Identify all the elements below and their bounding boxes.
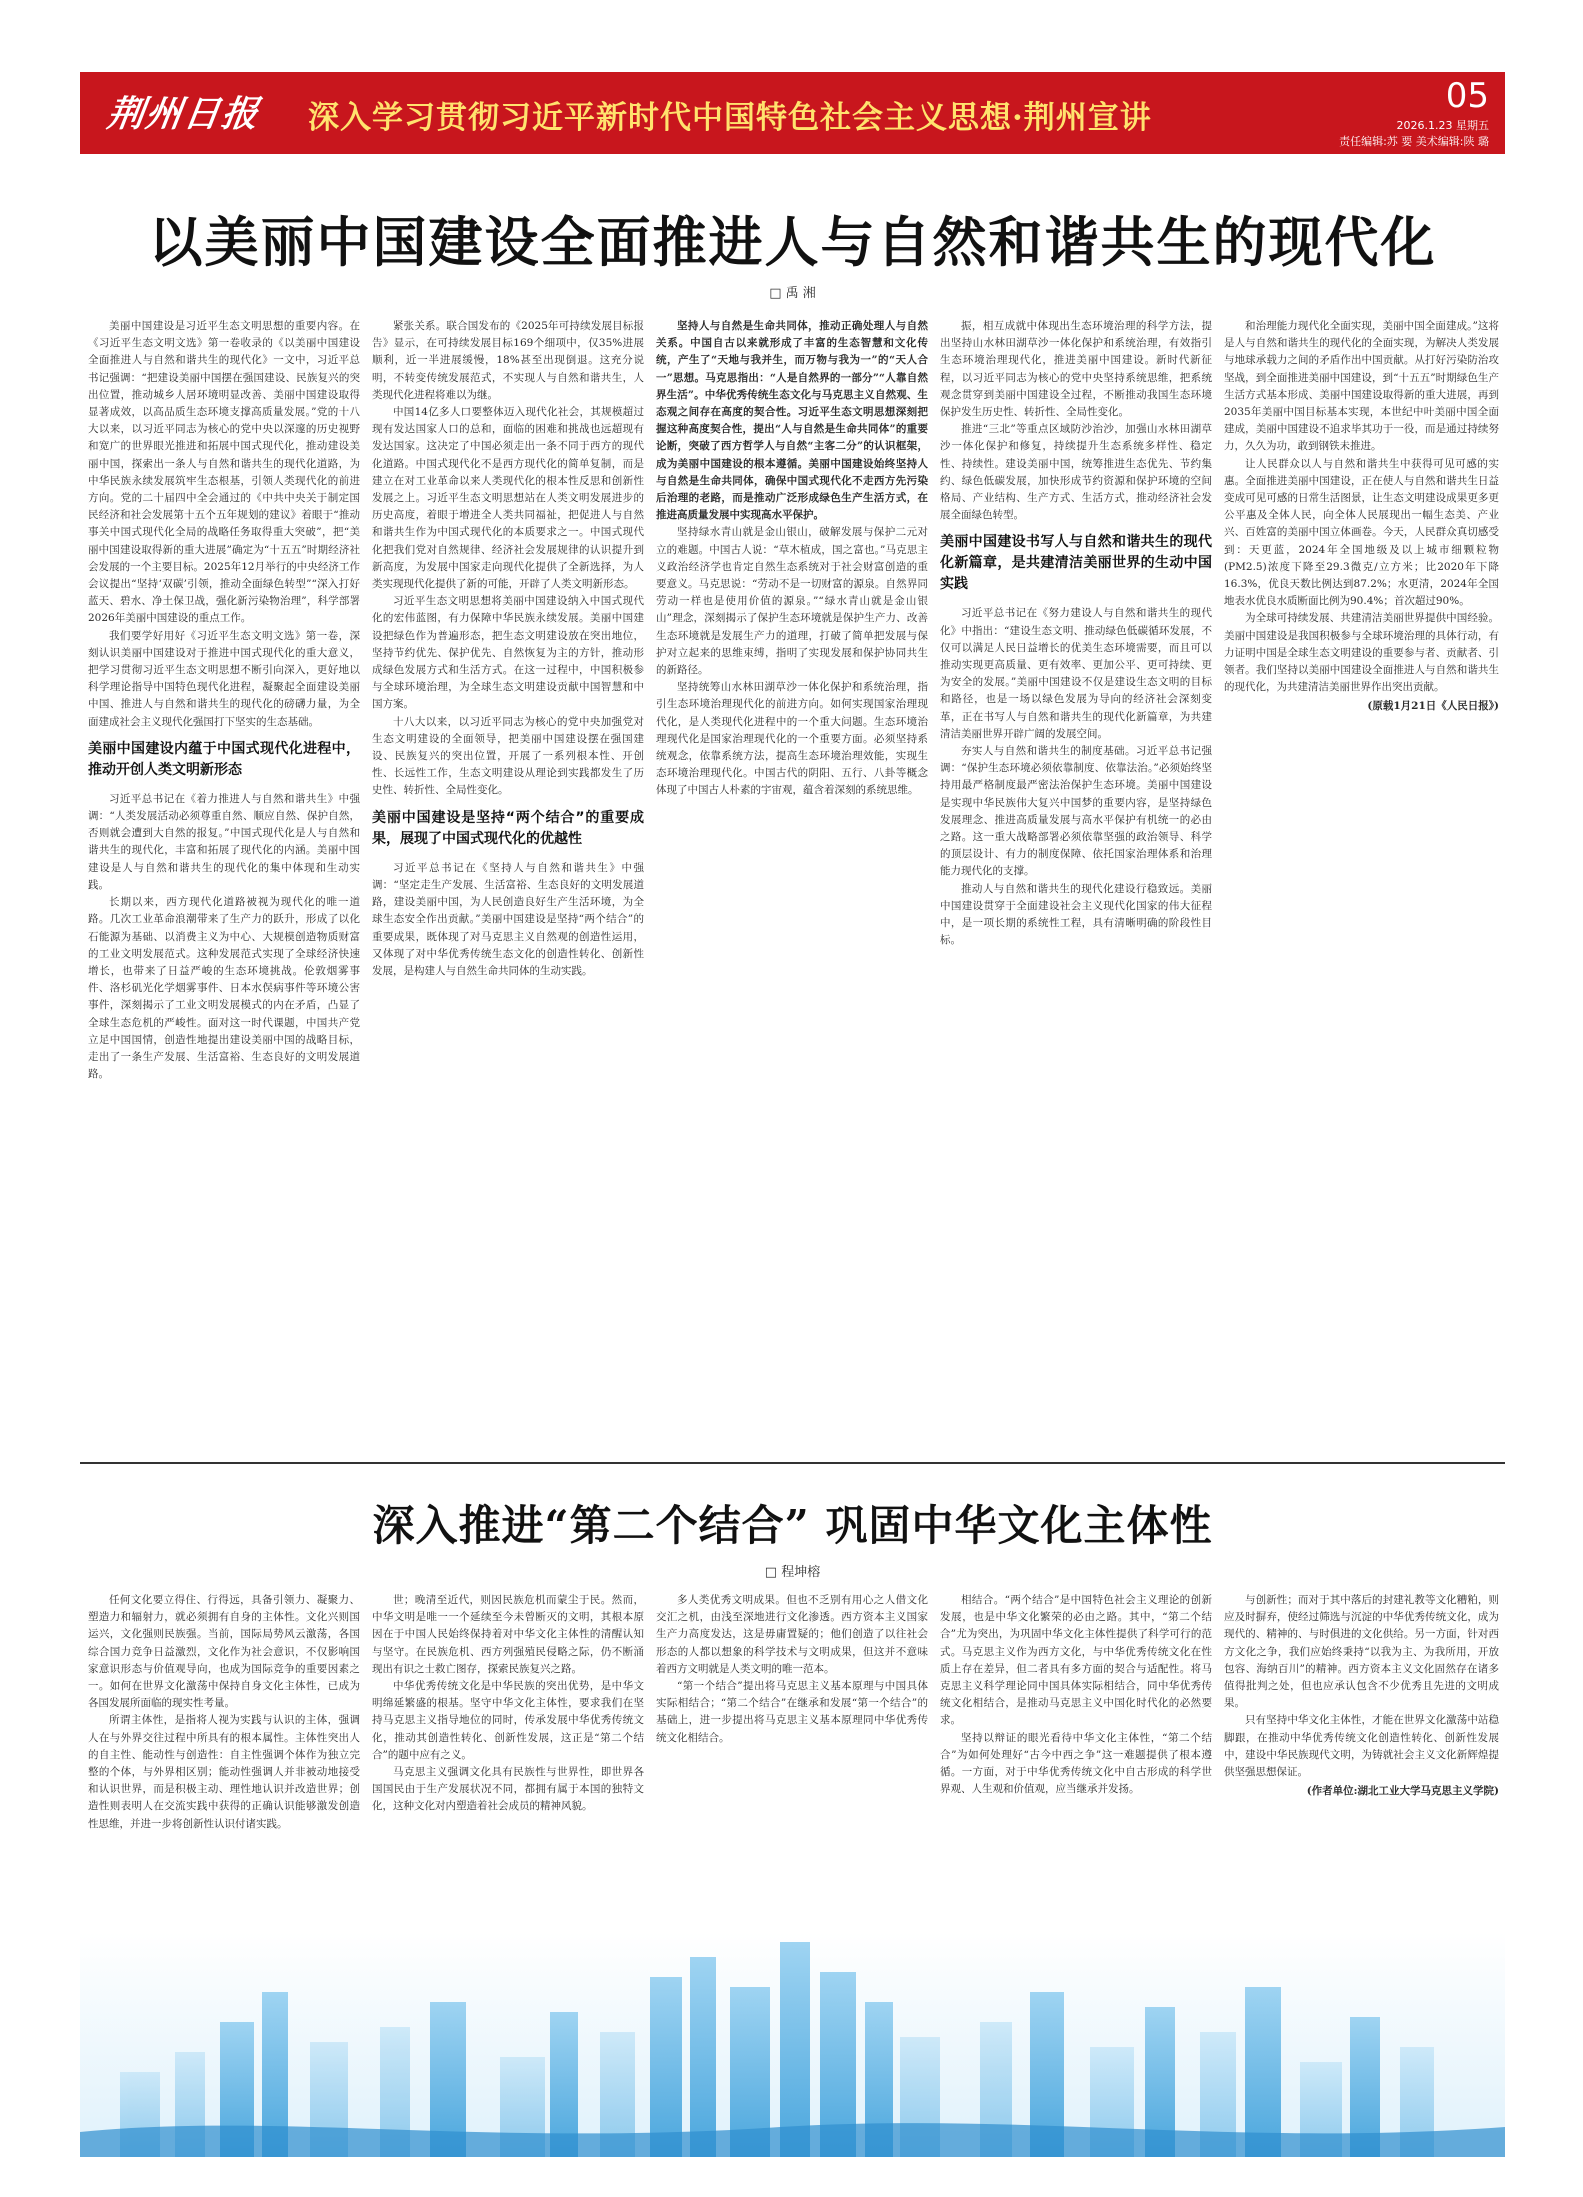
paragraph: 坚持以辩证的眼光看待中华文化主体性，“第二个结合”为如何处理好“古今中西之争”这一难题提供了根本遵循。一方面，对于中华优秀传统文化中自古形成的科学世界观、人生观和价值观，应当继承并发扬。 xyxy=(940,1731,1212,1796)
article1-subheading-1: 美丽中国建设内蕴于中国式现代化进程中，推动开创人类文明新形态 xyxy=(88,740,360,778)
paragraph: 所谓主体性，是指将人视为实践与认识的主体，强调人在与外界交往过程中所具有的根本属性。主体性突出人的自主性、能动性与创造性：自主性强调个体作为独立完整的个体，与外界相区别；能动性强调人并非被动地接受和认识世界，而是积极主动、理性地认识并改造世界；创造性则表明人在交流实践中获得的正确认识能够激发创造性思维，并进一步将创新性认识付诸实践。 xyxy=(88,1714,360,1830)
paragraph: 习近平总书记在《坚持人与自然和谐共生》中强调：“坚定走生产发展、生活富裕、生态良好的文明发展道路，建设美丽中国，为人民创造良好生产生活环境，为全球生态安全作出贡献。”美丽中国建设是坚持“两个结合”的重要成果，既体现了对马克思主义自然观的创造性运用，又体现了对中华优秀传统生态文化的创造性转化、创新性发展，是构建人与自然生命共同体的生动实践。 xyxy=(372,861,644,977)
page-number: 05 xyxy=(1445,76,1489,116)
paragraph: 推动人与自然和谐共生的现代化建设行稳致远。美丽中国建设贯穿于全面建设社会主义现代化国家的伟大征程中，是一项长期的系统性工程，具有清晰明确的阶段性目标。 xyxy=(940,882,1212,947)
paragraph: 习近平总书记在《着力推进人与自然和谐共生》中强调：“人类发展活动必须尊重自然、顺应自然、保护自然，否则就会遭到大自然的报复。”中国式现代化是人与自然和谐共生的现代化，丰富和拓展了现代化的内涵。美丽中国建设是人与自然和谐共生的现代化的集中体现和生动实践。 xyxy=(88,792,360,891)
article1-column-2 xyxy=(372,318,644,1443)
article2-source: (作者单位:湖北工业大学马克思主义学院) xyxy=(1306,1785,1499,1798)
article2-column-5 xyxy=(1224,1592,1499,1927)
article1-column-3 xyxy=(656,318,928,1443)
article1-column-1 xyxy=(88,318,360,1443)
article1-subheading-3: 美丽中国建设书写人与自然和谐共生的现代化新篇章，是共建清洁美丽世界的生动中国实践 xyxy=(940,534,1212,593)
article2-column-1 xyxy=(88,1592,360,1927)
paragraph: 只有坚持中华文化主体性，才能在世界文化激荡中站稳脚跟，在推动中华优秀传统文化创造性转化、创新性发展中，建设中华民族现代文明，为铸就社会主义文化新辉煌提供坚强思想保证。 xyxy=(1224,1714,1499,1779)
paragraph: 与创新性；而对于其中落后的封建礼教等文化糟粕，则应及时摒弃，使经过筛选与沉淀的中华优秀传统文化，成为现代的、精神的、与时俱进的文化供给。另一方面，针对西方文化之争，我们应始终秉持“以我为主、为我所用，开放包容、海纳百川”的精神。西方资本主义文化固然存在诸多值得批判之处，但也应承认包含不少优秀且先进的文明成果。 xyxy=(1224,1594,1499,1710)
paragraph: 长期以来，西方现代化道路被视为现代化的唯一道路。几次工业革命浪潮带来了生产力的跃升，形成了以化石能源为基础、以消费主义为中心、大规模创造物质财富的工业文明发展范式。这种发展范式实现了全球经济快速增长，也带来了日益严峻的生态环境挑战。伦敦烟雾事件、洛杉矶光化学烟雾事件、日本水俣病事件等环境公害事件，深刻揭示了工业文明发展模式的内在矛盾，凸显了全球生态危机的严峻性。面对这一时代课题，中国共产党立足中国国情，创造性地提出建设美丽中国的战略目标，走出了一条生产发展、生活富裕、生态良好的文明发展道路。 xyxy=(88,896,360,1081)
newspaper-logo: 荆州日报 xyxy=(104,93,263,135)
issue-date: 2026.1.23 星期五 xyxy=(1396,119,1489,132)
article2-column-2 xyxy=(372,1592,644,1927)
paragraph: 美丽中国建设是习近平生态文明思想的重要内容。在《习近平生态文明文选》第一卷收录的《以美丽中国建设全面推进人与自然和谐共生的现代化》一文中，习近平总书记强调：“把建设美丽中国摆在强国建设、民族复兴的突出位置，推动城乡人居环境明显改善、美丽中国建设取得显著成效，以高品质生态环境支撑高质量发展。”党的十八大以来，以习近平同志为核心的党中央以深邃的历史视野和宽广的世界眼光推进和拓展中国式现代化，推动建设美丽中国，探索出一条人与自然和谐共生的现代化道路，为中华民族永续发展筑牢生态根基，引领人类现代化的前进方向。党的二十届四中全会通过的《中共中央关于制定国民经济和社会发展第十五个五年规划的建议》着眼于“推动事关中国式现代化全局的战略任务取得重大突破”，把“美丽中国建设取得新的重大进展”确定为“十五五”时期经济社会发展的一个主要目标。2025年12月举行的中央经济工作会议提出“坚持‘双碳’引领，推动全面绿色转型”“深入打好蓝天、碧水、净土保卫战，强化新污染物治理”，科学部署2026年美丽中国建设的重点工作。 xyxy=(88,320,360,625)
paragraph: 推进“三北”等重点区域防沙治沙，加强山水林田湖草沙一体化保护和修复，持续提升生态系统多样性、稳定性、持续性。建设美丽中国，统筹推进生态优先、节约集约、绿色低碳发展，加快形成节约资源和保护环境的空间格局、产业结构、生产方式、生活方式，推动经济社会发展全面绿色转型。 xyxy=(940,423,1212,522)
paragraph: 习近平生态文明思想将美丽中国建设纳入中国式现代化的宏伟蓝图，有力保障中华民族永续发展。美丽中国建设把绿色作为普遍形态，把生态文明建设放在突出地位，坚持节约优先、保护优先、自然恢复为主的方针，推动形成绿色发展方式和生活方式。在这一过程中，中国积极参与全球环境治理，为全球生态文明建设贡献中国智慧和中国方案。 xyxy=(372,595,644,711)
article2-column-4 xyxy=(940,1592,1212,1927)
paragraph: 中华优秀传统文化是中华民族的突出优势，是中华文明绵延繁盛的根基。坚守中华文化主体性，要求我们在坚持马克思主义指导地位的同时，传承发展中华优秀传统文化，推动其创造性转化、创新性发展，这正是“第二个结合”的题中应有之义。 xyxy=(372,1680,644,1761)
paragraph: 多人类优秀文明成果。但也不乏别有用心之人借文化交汇之机，由浅至深地进行文化渗透。西方资本主义国家生产力高度发达，这是毋庸置疑的；他们创造了以往社会形态的人都以想象的科学技术与文明成果，但这并不意味着西方文明就是人类文明的唯一范本。 xyxy=(656,1594,928,1675)
article1-author: □ 禹 湘 xyxy=(769,286,816,301)
paragraph: 世；晚清至近代，则因民族危机而蒙尘于民。然而，中华文明是唯一一个延续至今未曾断灭的文明，其根本原因在于中国人民始终保持着对中华文化主体性的清醒认知与坚守。在民族危机、西方列强殖民侵略之际，仍不断涌现出有识之士救亡图存，探索民族复兴之路。 xyxy=(372,1594,644,1675)
editor-credits: 责任编辑:苏 要 美术编辑:陕 璐 xyxy=(1339,135,1489,148)
article2-column-3 xyxy=(656,1592,928,1927)
paragraph: 相结合。“两个结合”是中国特色社会主义理论的创新发展，也是中华文化繁荣的必由之路。其中，“第二个结合”尤为突出，为巩固中华文化主体性提供了科学可行的范式。马克思主义作为西方文化，与中华优秀传统文化在性质上存在差异，但二者具有多方面的契合与适配性。将马克思主义科学理论同中国具体实际相结合，同中华优秀传统文化相结合，是推动马克思主义中国化时代化的必然要求。 xyxy=(940,1594,1212,1727)
paragraph: 任何文化要立得住、行得远，具备引领力、凝聚力、塑造力和辐射力，就必须拥有自身的主体性。文化兴则国运兴，文化强则民族强。当前，国际局势风云激荡，各国综合国力竞争日益激烈，文化作为社会意识，不仅影响国家意识形态与价值观导向，也成为国际竞争的重要因素之一。如何在世界文化激荡中保持自身文化主体性，已成为各国发展所面临的现实性考量。 xyxy=(88,1594,360,1710)
paragraph: 为全球可持续发展、共建清洁美丽世界提供中国经验。美丽中国建设是我国积极参与全球环境治理的具体行动，有力证明中国是全球生态文明建设的重要参与者、贡献者、引领者。我们坚持以美丽中国建设全面推进人与自然和谐共生的现代化，为共建清洁美丽世界作出突出贡献。 xyxy=(1224,612,1499,694)
paragraph: 和治理能力现代化全面实现，美丽中国全面建成。”这将是人与自然和谐共生的现代化的全面实现，为解决人类发展与地球承载力之间的矛盾作出中国贡献。从打好污染防治攻坚战，到全面推进美丽中国建设，到“十五五”时期绿色生产生活方式基本形成、美丽中国建设取得新的重大进展，再到2035年美丽中国目标基本实现，本世纪中叶美丽中国全面建成，美丽中国建设不追求毕其功于一役，而是通过持续努力，久久为功，敢到钢铁未推进。 xyxy=(1224,320,1499,453)
paragraph: 紧张关系。联合国发布的《2025年可持续发展目标报告》显示，在可持续发展目标169个细项中，仅35%进展顺利，近一半进展缓慢，18%甚至出现倒退。这充分说明，不转变传统发展范式，不实现人与自然和谐共生，人类现代化进程将难以为继。 xyxy=(372,320,644,401)
paragraph: 坚持人与自然是生命共同体，推动正确处理人与自然关系。中国自古以来就形成了丰富的生态智慧和文化传统，产生了“天地与我并生，而万物与我为一”的“天人合一”思想。马克思指出：“人是自然界的一部分”“人靠自然界生活”。中华优秀传统生态文化与马克思主义自然观、生态观之间存在高度的契合性。习近平生态文明思想深刻把握这种高度契合性，提出“人与自然是生命共同体”的重要论断，突破了西方哲学人与自然“主客二分”的认识框架，成为美丽中国建设的根本遵循。美丽中国建设始终坚持人与自然是生命共同体，确保中国式现代化不走西方先污染后治理的老路，而是推动广泛形成绿色生产生活方式，在推进高质量发展中实现高水平保护。 xyxy=(656,320,928,522)
paragraph: 坚持统筹山水林田湖草沙一体化保护和系统治理，指引生态环境治理现代化的前进方向。如何实现国家治理现代化，是人类现代化进程中的一个重大问题。生态环境治理现代化是国家治理现代化的一个重要方面。必须坚持系统观念，依靠系统方法，提高生态环境治理效能，实现生态环境治理现代化。中国古代的阴阳、五行、八卦等概念体现了中国古人朴素的宇宙观，蕴含着深刻的系统思维。 xyxy=(656,681,928,797)
city-skyline-illustration xyxy=(80,1932,1505,2157)
article1-column-5 xyxy=(1224,318,1499,1443)
paragraph: 十八大以来，以习近平同志为核心的党中央加强党对生态文明建设的全面领导，把美丽中国建设摆在强国建设、民族复兴的突出位置，开展了一系列根本性、开创性、长远性工作，生态文明建设从理论到实践都发生了历史性、转折性、全局性变化。 xyxy=(372,715,644,797)
article2-title: 深入推进“第二个结合” 巩固中华文化主体性 xyxy=(372,1501,1213,1550)
article-divider xyxy=(80,1462,1505,1464)
paragraph: 夯实人与自然和谐共生的制度基础。习近平总书记强调：“保护生态环境必须依靠制度、依靠法治。”必须始终坚持用最严格制度最严密法治保护生态环境。美丽中国建设是实现中华民族伟大复兴中国梦的重要内容，是坚持绿色发展理念、推进高质量发展与高水平保护有机统一的必由之路。这一重大战略部署必须依靠坚强的政治领导、科学的顶层设计、有力的制度保障、依托国家治理体系和治理能力现代化的支撑。 xyxy=(940,745,1212,878)
article1-title: 以美丽中国建设全面推进人与自然和谐共生的现代化 xyxy=(148,210,1437,274)
article1-subheading-2: 美丽中国建设是坚持“两个结合”的重要成果，展现了中国式现代化的优越性 xyxy=(372,809,644,847)
paragraph: 让人民群众以人与自然和谐共生中获得可见可感的实惠。全面推进美丽中国建设，正在使人与自然和谐共生日益变成可见可感的日常生活图景，让生态文明建设成果更多更公平惠及全体人民，向全体人民展现出一幅生态美、产业兴、百姓富的美丽中国立体画卷。今天，人民群众真切感受到：天更蓝，2024年全国地级及以上城市细颗粒物(PM2.5)浓度下降至29.3微克/立方米；比2020年下降16.3%，优良天数比例达到87.2%；水更清，2024年全国地表水优良水质断面比例为90.4%；首次超过90%。 xyxy=(1224,457,1499,608)
paragraph: 马克思主义强调文化具有民族性与世界性，即世界各国国民由于生产发展状况不同，都拥有属于本国的独特文化，这种文化对内塑造着社会成员的精神风貌。 xyxy=(372,1766,644,1813)
section-title: 深入学习贯彻习近平新时代中国特色社会主义思想·荆州宣讲 xyxy=(308,100,1152,136)
article2-author: □ 程坤榕 xyxy=(764,1565,821,1580)
paragraph: 我们要学好用好《习近平生态文明文选》第一卷，深刻认识美丽中国建设对于推进中国式现代化的重大意义，把学习贯彻习近平生态文明思想不断引向深入，更好地以科学理论指导中国特色现代化进程，凝聚起全面建设美丽中国、推进人与自然和谐共生的现代化的磅礴力量，为全面建成社会主义现代化强国打下坚实的生态基础。 xyxy=(88,629,360,728)
paragraph: “第一个结合”提出将马克思主义基本原理与中国具体实际相结合；“第二个结合”在继承和发展“第一个结合”的基础上，进一步提出将马克思主义基本原理同中华优秀传统文化相结合。 xyxy=(656,1680,928,1744)
article1-column-4 xyxy=(940,318,1212,1443)
masthead-banner xyxy=(80,72,1505,154)
paragraph: 振，相互成就中体现出生态环境治理的科学方法，提出坚持山水林田湖草沙一体化保护和系统治理，有效指引生态环境治理现代化，推进美丽中国建设。新时代新征程，以习近平同志为核心的党中央坚持系统思维，把系统观念贯穿到美丽中国建设全过程，不断推动我国生态环境保护发生历史性、转折性、全局性变化。 xyxy=(940,320,1212,419)
paragraph: 坚持绿水青山就是金山银山，破解发展与保护二元对立的难题。中国古人说：“草木植成，国之富也。”马克思主义政治经济学也肯定自然生态系统对于社会财富创造的重要意义。马克思说：“劳动不是一切财富的源泉。自然界同劳动一样也是使用价值的源泉。”“绿水青山就是金山银山”理念，深刻揭示了保护生态环境就是保护生产力、改善生态环境就是发展生产力的道理，打破了简单把发展与保护对立起来的思维束缚，指明了实现发展和保护协同共生的新路径。 xyxy=(656,526,928,677)
paragraph: 习近平总书记在《努力建设人与自然和谐共生的现代化》中指出：“建设生态文明、推动绿色低碳循环发展，不仅可以满足人民日益增长的优美生态环境需要，而且可以推动实现更高质量、更有效率、更加公平、更可持续、更为安全的发展。”美丽中国建设不仅是建设生态文明的目标和路径，也是一场以绿色发展为导向的经济社会深刻变革，正在书写人与自然和谐共生的现代化新篇章，为共建清洁美丽世界开辟广阔的发展空间。 xyxy=(940,607,1212,740)
paragraph: 中国14亿多人口要整体迈入现代化社会，其规模超过现有发达国家人口的总和，面临的困难和挑战也远超现有发达国家。这决定了中国必须走出一条不同于西方的现代化道路。中国式现代化不是西方现代化的简单复制，而是建立在对工业革命以来人类现代化的根本性反思和创新性发展之上。习近平生态文明思想站在人类文明发展进步的历史高度，着眼于增进全人类共同福祉，把促进人与自然和谐共生作为中国式现代化的本质要求之一。中国式现代化把我们党对自然规律、经济社会发展规律的认识提升到新高度，为发展中国家走向现代化提供了全新选择，为人类实现现代化提供了新的可能，开辟了人类文明新形态。 xyxy=(372,406,644,591)
article1-source: (原载1月21日《人民日报》) xyxy=(1367,700,1499,713)
